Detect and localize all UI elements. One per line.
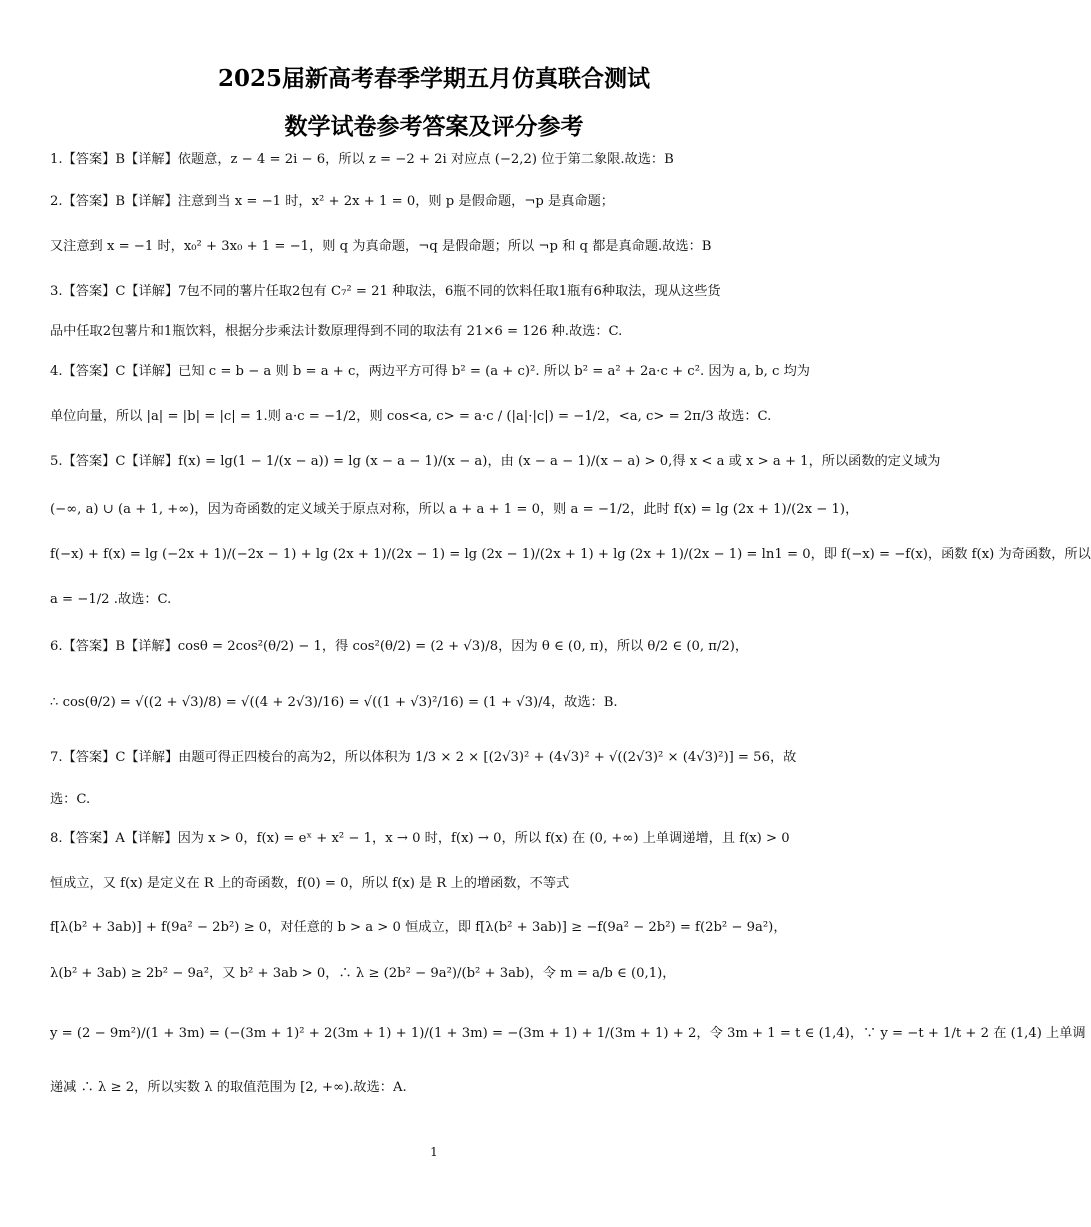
q7-line: 7.【答案】C【详解】由题可得正四棱台的高为2，所以体积为 1/3 × 2 × [(2√3)² + (4√3)² + √((2√3)² × (4√3)²)] = 56，故	[50, 750, 797, 765]
q1-line: 1.【答案】B【详解】依题意，z − 4 = 2i − 6，所以 z = −2 + 2i 对应点 (−2,2) 位于第二象限.故选：B	[50, 152, 674, 167]
q4-line: 4.【答案】C【详解】已知 c = b − a 则 b = a + c，两边平方可得 b² = (a + c)². 所以 b² = a² + 2a·c + c². 因为 a, b, c 均为	[50, 364, 810, 379]
q5-line-cont1: (−∞, a) ∪ (a + 1, +∞)，因为奇函数的定义域关于原点对称，所以 a + a + 1 = 0，则 a = −1/2，此时 f(x) = lg (2x + 1)/(2x − 1)，	[50, 502, 859, 517]
q6-line: 6.【答案】B【详解】cosθ = 2cos²(θ/2) − 1，得 cos²(θ/2) = (2 + √3)/8，因为 θ ∈ (0, π)，所以 θ/2 ∈ (0, π/2)，	[50, 639, 749, 654]
q3-line-cont: 品中任取2包薯片和1瓶饮料，根据分步乘法计数原理得到不同的取法有 21×6 = 126 种.故选：C.	[50, 324, 623, 339]
q8-line: 8.【答案】A【详解】因为 x > 0，f(x) = eˣ + x² − 1，x → 0 时，f(x) → 0，所以 f(x) 在 (0, +∞) 上单调递增，且 f(x) > 0	[50, 831, 790, 846]
q2-line: 2.【答案】B【详解】注意到当 x = −1 时，x² + 2x + 1 = 0，则 p 是假命题，¬p 是真命题；	[50, 194, 614, 209]
page-title: 2025届新高考春季学期五月仿真联合测试	[217, 65, 650, 92]
q8-line-cont1: 恒成立，又 f(x) 是定义在 R 上的奇函数，f(0) = 0，所以 f(x) 是 R 上的增函数，不等式	[50, 876, 570, 891]
q5-line-cont2: f(−x) + f(x) = lg (−2x + 1)/(−2x − 1) + lg (2x + 1)/(2x − 1) = lg (2x − 1)/(2x + 1) + lg (2x + 1)/(2x − 1) = ln1 = 0，即 f(−x) = −f(x)，函数 f(x) 为奇函数，所以	[50, 547, 1091, 562]
page-number: 1	[430, 1145, 438, 1159]
q8-line-cont3: λ(b² + 3ab) ≥ 2b² − 9a²，又 b² + 3ab > 0，∴ λ ≥ (2b² − 9a²)/(b² + 3ab)，令 m = a/b ∈ (0,1)，	[50, 966, 676, 981]
page-subtitle: 数学试卷参考答案及评分参考	[284, 113, 584, 140]
q8-line-cont2: f[λ(b² + 3ab)] + f(9a² − 2b²) ≥ 0，对任意的 b > a > 0 恒成立，即 f[λ(b² + 3ab)] ≥ −f(9a² − 2b²) = f(2b² − 9a²)，	[50, 920, 787, 935]
q7-line-cont: 选：C.	[50, 792, 91, 807]
q2-line-cont: 又注意到 x = −1 时，x₀² + 3x₀ + 1 = −1，则 q 为真命题，¬q 是假命题；所以 ¬p 和 q 都是真命题.故选：B	[50, 239, 712, 254]
q5-line-cont3: a = −1/2 .故选：C.	[50, 592, 172, 607]
q6-line-cont: ∴ cos(θ/2) = √((2 + √3)/8) = √((4 + 2√3)/16) = √((1 + √3)²/16) = (1 + √3)/4，故选：B.	[50, 695, 618, 710]
q8-line-cont4: y = (2 − 9m²)/(1 + 3m) = (−(3m + 1)² + 2(3m + 1) + 1)/(1 + 3m) = −(3m + 1) + 1/(3m + 1) + 2，令 3m + 1 = t ∈ (1,4)，∵ y = −t + 1/t + 2 在 (1,4) 上单调	[50, 1026, 1086, 1041]
q5-line: 5.【答案】C【详解】f(x) = lg(1 − 1/(x − a)) = lg (x − a − 1)/(x − a)，由 (x − a − 1)/(x − a) > 0,得 x < a 或 x > a + 1，所以函数的定义域为	[50, 454, 941, 469]
q4-line-cont: 单位向量，所以 |a| = |b| = |c| = 1.则 a·c = −1/2，则 cos<a, c> = a·c / (|a|·|c|) = −1/2，<a, c> = 2π/3 故选：C.	[50, 409, 772, 424]
q8-line-cont5: 递减 ∴ λ ≥ 2，所以实数 λ 的取值范围为 [2, +∞).故选：A.	[50, 1080, 407, 1095]
q3-line: 3.【答案】C【详解】7包不同的薯片任取2包有 C₇² = 21 种取法，6瓶不同的饮料任取1瓶有6种取法，现从这些货	[50, 284, 721, 299]
